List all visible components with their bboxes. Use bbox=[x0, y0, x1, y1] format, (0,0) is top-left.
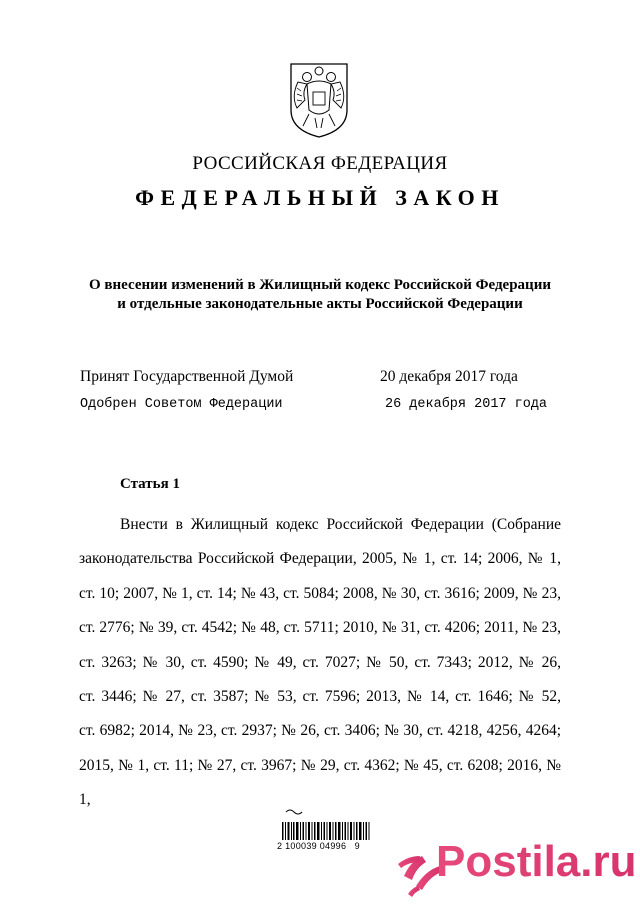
body-line: законодательства Российской Федерации, 2005, № 1, ст. 14; 2006, № 1, bbox=[79, 550, 561, 568]
council-approval-date: 26 декабря 2017 года bbox=[385, 397, 548, 412]
law-title-line-2: и отдельные законодательные акты Российской Федерации bbox=[117, 296, 523, 312]
body-line: 2015, № 1, ст. 11; № 27, ст. 3967; № 29, ст. 4362; № 45, ст. 6208; 2016, № 1, bbox=[79, 756, 561, 809]
law-title-line-1: О внесении изменений в Жилищный кодекс Российской Федерации bbox=[89, 277, 551, 293]
article-heading: Статья 1 bbox=[120, 476, 180, 492]
body-line: Внести в Жилищный кодекс Российской Федерации (Собрание bbox=[120, 516, 561, 533]
body-line: ст. 3446; № 27, ст. 3587; № 53, ст. 7596; 2013, № 14, ст. 1646; № 52, bbox=[79, 688, 561, 706]
law-title bbox=[0, 276, 640, 314]
coat-of-arms-icon bbox=[287, 60, 351, 140]
body-line: ст. 2776; № 39, ст. 4542; № 48, ст. 5711; 2010, № 31, ст. 4206; 2011, № 23, bbox=[79, 619, 561, 637]
article-body bbox=[79, 508, 561, 818]
body-line: ст. 6982; 2014, № 23, ст. 2937; № 26, ст. 3406; № 30, ст. 4218, 4256, 4264; bbox=[79, 722, 561, 740]
body-line: ст. 3263; № 30, ст. 4590; № 49, ст. 7027; № 50, ст. 7343; 2012, № 26, bbox=[79, 653, 561, 671]
body-line: ст. 10; 2007, № 1, ст. 14; № 43, ст. 5084; 2008, № 30, ст. 3616; 2009, № 23, bbox=[79, 584, 561, 602]
duma-adoption-label: Принят Государственной Думой bbox=[80, 368, 294, 385]
country-heading: РОССИЙСКАЯ ФЕДЕРАЦИЯ bbox=[192, 153, 448, 174]
logo-text: Postila.ru bbox=[436, 837, 636, 886]
duma-adoption-date: 20 декабря 2017 года bbox=[380, 368, 518, 385]
law-type-heading: ФЕДЕРАЛЬНЫЙ ЗАКОН bbox=[135, 185, 505, 210]
barcode-number: 2 100039 04996 9 bbox=[277, 841, 360, 851]
postila-logo bbox=[396, 806, 636, 902]
council-approval-label: Одобрен Советом Федерации bbox=[80, 397, 283, 412]
